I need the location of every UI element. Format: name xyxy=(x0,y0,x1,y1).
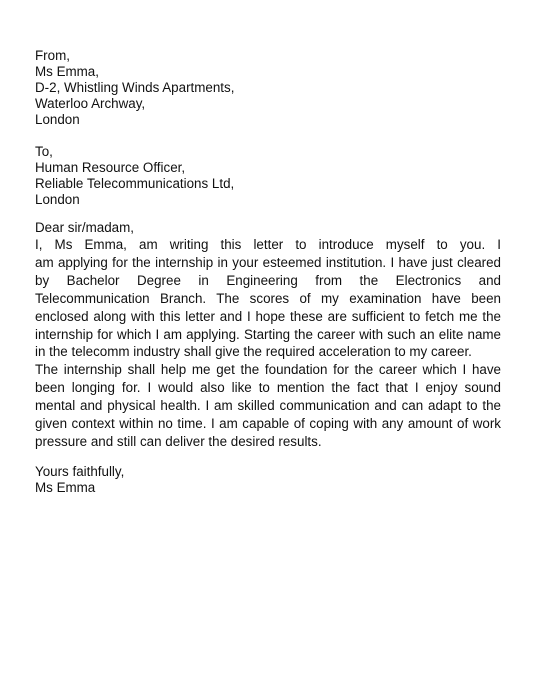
sender-name: Ms Emma, xyxy=(35,64,99,79)
salutation xyxy=(35,220,501,236)
closing-block xyxy=(35,464,501,496)
recipient-city: London xyxy=(35,192,80,207)
recipient-company: Reliable Telecommunications Ltd, xyxy=(35,176,235,191)
paragraph-line: by Bachelor Degree in Engineering from the Electronics and xyxy=(35,272,501,288)
signature-name: Ms Emma xyxy=(35,479,96,495)
sender-block xyxy=(35,48,501,128)
paragraph-line: pressure and still can deliver the desired results. xyxy=(35,433,322,449)
paragraph-line: enclosed along with this letter and I hope these are sufficient to fetch me the xyxy=(35,308,501,324)
recipient-block xyxy=(35,144,501,208)
paragraph-line: given context within no time. I am capable of coping with any amount of work xyxy=(35,416,501,432)
recipient-title: Human Resource Officer, xyxy=(35,160,186,175)
body-paragraph-1 xyxy=(35,236,501,361)
paragraph-line: been longing for. I would also like to mention the fact that I enjoy sound xyxy=(35,380,501,396)
salutation-text: Dear sir/madam, xyxy=(35,220,134,235)
closing-phrase: Yours faithfully, xyxy=(35,463,125,479)
sender-address-line: London xyxy=(35,112,80,127)
body-paragraph-2 xyxy=(35,361,501,451)
letter xyxy=(35,48,501,496)
to-heading: To, xyxy=(35,144,53,159)
paragraph-line: The internship shall help me get the foundation for the career which I have xyxy=(35,362,501,378)
paragraph-line: internship for which I am applying. Starting the career with such an elite name xyxy=(35,326,501,342)
paragraph-line: in the telecomm industry shall give the required acceleration to my career. xyxy=(35,344,472,360)
sender-address-line: Waterloo Archway, xyxy=(35,96,146,111)
paragraph-line: am applying for the internship in your esteemed institution. I have just cleared xyxy=(35,254,501,270)
paragraph-line: mental and physical health. I am skilled communication and can adapt to the xyxy=(35,398,501,414)
sender-address-line: D-2, Whistling Winds Apartments, xyxy=(35,80,235,95)
paragraph-line: I, Ms Emma, am writing this letter to introduce myself to you. I xyxy=(35,237,501,252)
paragraph-line: Telecommunication Branch. The scores of my examination have been xyxy=(35,290,501,306)
from-heading: From, xyxy=(35,48,70,63)
